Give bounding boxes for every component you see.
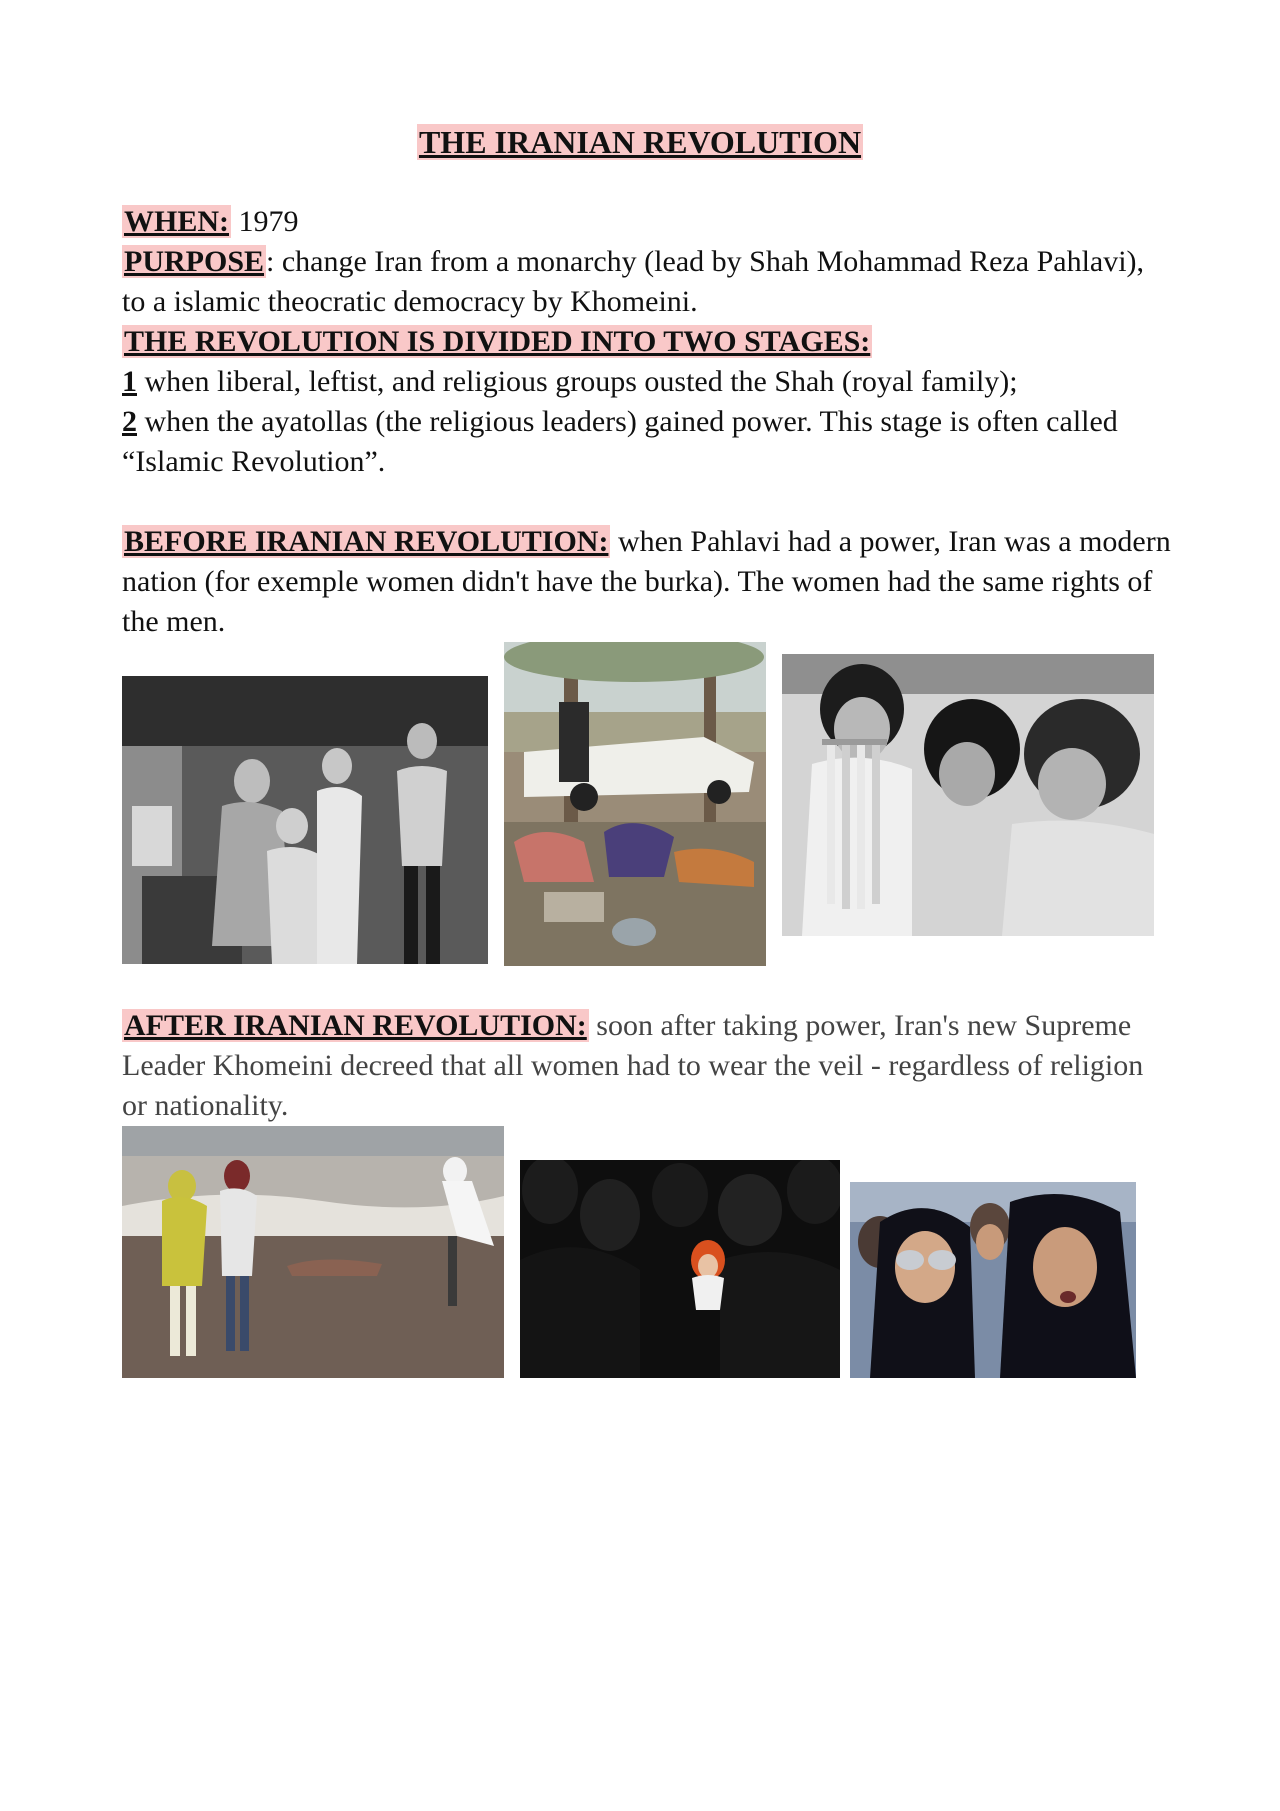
stages-heading-line	[122, 322, 1172, 362]
stage-text: when liberal, leftist, and religious groups ousted the Shah (royal family);	[137, 365, 1018, 398]
page-title	[0, 122, 1280, 162]
purpose-label: PURPOSE	[124, 245, 265, 278]
photo-picnic-color	[504, 642, 766, 966]
intro-block	[122, 202, 1172, 482]
when-value: 1979	[231, 205, 299, 238]
stages-heading: THE REVOLUTION IS DIVIDED INTO TWO STAGES:	[124, 325, 871, 358]
before-text: when Pahlavi had a power, Iran was a modern nation (for exemple women didn't have the burka). The women had the same rights of the men.	[122, 525, 1171, 638]
photo-lab-women-bw	[782, 654, 1154, 936]
stage-item	[122, 362, 1172, 402]
photo-black-chadors	[520, 1160, 840, 1378]
before-block	[122, 522, 1172, 642]
stage-text: when the ayatollas (the religious leaders) gained power. This stage is often called “Islamic Revolution”.	[122, 405, 1118, 478]
photo-protest-women	[850, 1182, 1136, 1378]
after-text: soon after taking power, Iran's new Supreme Leader Khomeini decreed that all women had to wear the veil - regardless of religion or nationality.	[122, 1009, 1144, 1122]
purpose-text: : change Iran from a monarchy (lead by Shah Mohammad Reza Pahlavi), to a islamic theocratic democracy by Khomeini.	[122, 245, 1145, 318]
purpose-line	[122, 242, 1172, 322]
photo-salon-bw	[122, 676, 488, 964]
when-line	[122, 202, 1172, 242]
after-label: AFTER IRANIAN REVOLUTION:	[124, 1009, 587, 1042]
when-label: WHEN:	[124, 205, 229, 238]
stage-number: 1	[122, 365, 137, 398]
stage-item	[122, 402, 1172, 482]
photo-beach-veiled	[122, 1126, 504, 1378]
after-block	[122, 1006, 1172, 1126]
title-text: THE IRANIAN REVOLUTION	[418, 124, 862, 160]
before-label: BEFORE IRANIAN REVOLUTION:	[124, 525, 609, 558]
stage-number: 2	[122, 405, 137, 438]
